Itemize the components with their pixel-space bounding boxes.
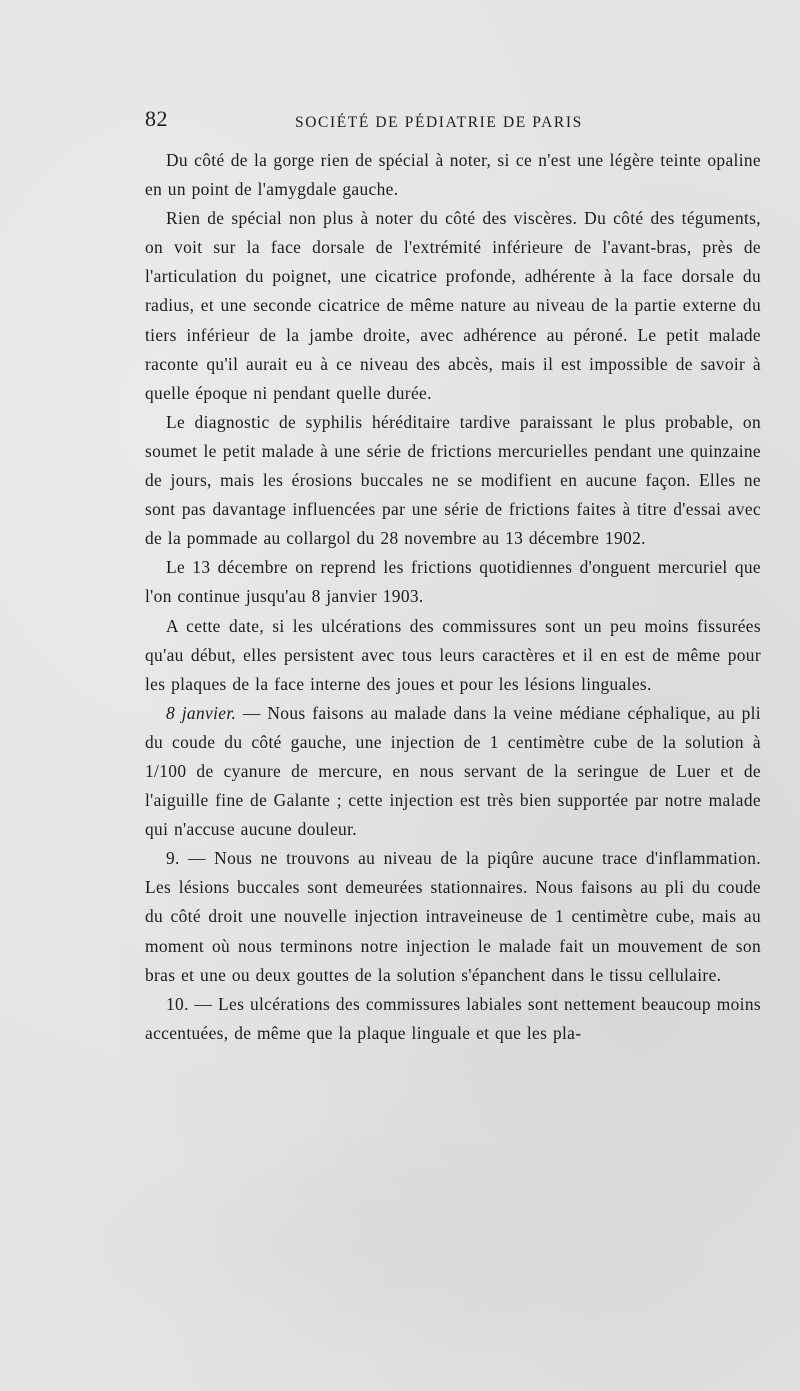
paper-texture — [60, 1120, 760, 1370]
paragraph: A cette date, si les ulcérations des commissures sont un peu moins fissurées qu'au début, elles persistent avec tous leurs caractères et il en est de même pour les plaques de la face interne des joues et pour les lésions linguales. — [145, 615, 761, 694]
paragraph: 10. — Les ulcérations des commissures labiales sont nettement beaucoup moins accentuées, de même que la plaque linguale et que les pla- — [145, 993, 761, 1043]
paragraph: 8 janvier. — Nous faisons au malade dans la veine médiane céphalique, au pli du coude du côté gauche, une injection de 1 centimètre cube de la solution à 1/100 de cyanure de mercure, en nous servant de la seringue de Luer et de l'aiguille fine de Galante ; cette injection est très bien supportée par notre malade qui n'accuse aucune douleur. — [145, 702, 761, 840]
running-head: SOCIÉTÉ DE PÉDIATRIE DE PARIS — [295, 114, 583, 131]
paragraph: Le diagnostic de syphilis héréditaire tardive paraissant le plus probable, on soumet le petit malade à une série de frictions mercurielles pendant une quinzaine de jours, mais les érosions buccales ne se modifient en aucune façon. Elles ne sont pas davantage influencées par une série de frictions faites à titre d'essai avec de la pommade au collargol du 28 novembre au 13 décembre 1902. — [145, 411, 761, 549]
paragraph: Le 13 décembre on reprend les frictions quotidiennes d'onguent mercuriel que l'on continue jusqu'au 8 janvier 1903. — [145, 557, 761, 607]
paragraph: 9. — Nous ne trouvons au niveau de la piqûre aucune trace d'inflammation. Les lésions buccales sont demeurées stationnaires. Nous faisons au pli du coude du côté droit une nouvelle injection intraveineuse de 1 centimètre cube, mais au moment où nous terminons notre injection le malade fait un mouvement de son bras et une ou deux gouttes de la solution s'épanchent dans le tissu cellulaire. — [145, 848, 761, 985]
entry-date: 8 janvier. — [166, 702, 237, 723]
body-text — [145, 146, 761, 1048]
paragraph: Rien de spécial non plus à noter du côté des viscères. Du côté des téguments, on voit sur la face dorsale de l'extrémité inférieure de l'avant-bras, près de l'articulation du poignet, une cicatrice profonde, adhérente à la face dorsale du radius, et une seconde cicatrice de même nature au niveau de la partie externe du tiers inférieur de la jambe droite, avec adhérence au péroné. Le petit malade raconte qu'il aurait eu à ce niveau des abcès, mais il est impossible de savoir à quelle époque ni pendant quelle durée. — [145, 208, 761, 403]
page-number: 82 — [145, 106, 168, 131]
page-header — [145, 106, 765, 136]
paragraph: Du côté de la gorge rien de spécial à noter, si ce n'est une légère teinte opaline en un point de l'amygdale gauche. — [145, 150, 761, 200]
